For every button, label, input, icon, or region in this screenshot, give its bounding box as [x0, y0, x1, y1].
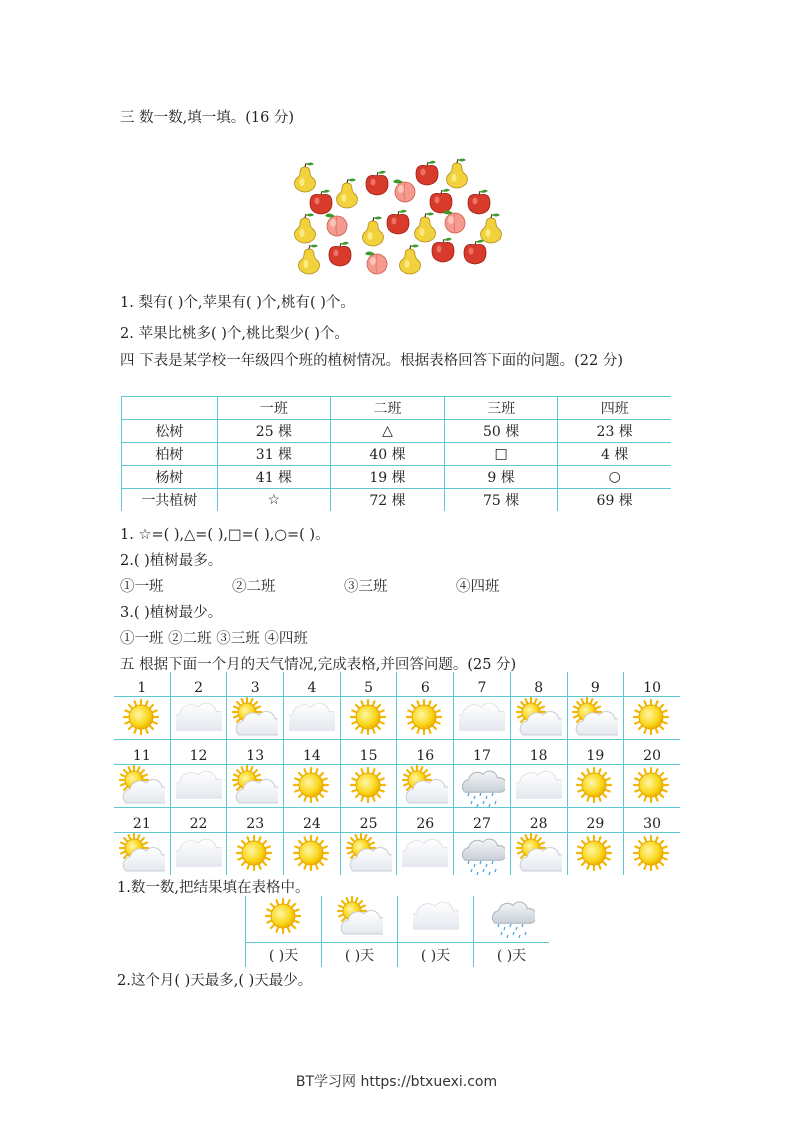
table-cell: 4 棵	[558, 443, 671, 466]
weather-cell	[397, 697, 454, 740]
table-cell: 19 棵	[331, 466, 445, 489]
pear-icon	[447, 159, 468, 189]
sunny-icon	[346, 765, 392, 807]
apple-icon	[416, 161, 438, 185]
summary-icon-cell	[474, 896, 550, 943]
apple-icon	[464, 240, 486, 264]
table-cell: 41 棵	[217, 466, 331, 489]
pear-icon	[400, 245, 421, 275]
section5-question-1: 1.数一数,把结果填在表格中。	[117, 880, 310, 896]
weather-cell	[340, 833, 397, 876]
day-number: 14	[284, 740, 341, 765]
day-number: 12	[170, 740, 227, 765]
pear-icon	[363, 217, 384, 247]
weather-calendar	[114, 672, 680, 875]
partly-sunny-icon	[337, 896, 383, 938]
pear-icon	[295, 214, 316, 244]
apple-icon	[432, 238, 454, 262]
cloudy-icon	[413, 896, 459, 938]
cloudy-icon	[516, 765, 562, 807]
summary-icon-cell	[322, 896, 398, 943]
weather-cell	[284, 833, 341, 876]
day-number: 19	[567, 740, 624, 765]
table-cell: ○	[558, 466, 671, 489]
table-cell: 柏树	[122, 443, 218, 466]
day-number: 3	[227, 672, 284, 697]
weather-cell	[227, 697, 284, 740]
day-number: 22	[170, 808, 227, 833]
day-number: 27	[454, 808, 511, 833]
weather-cell	[284, 765, 341, 808]
sunny-icon	[629, 833, 675, 875]
weather-cell	[114, 765, 170, 808]
summary-icon-cell	[246, 896, 322, 943]
day-number: 26	[397, 808, 454, 833]
partly-sunny-icon	[346, 833, 392, 875]
table-cell: □	[444, 443, 558, 466]
pear-icon	[337, 179, 358, 209]
weather-cell	[114, 697, 170, 740]
day-number: 24	[284, 808, 341, 833]
tree-planting-table	[121, 396, 671, 511]
table-row	[122, 420, 672, 443]
table-header-row	[122, 397, 672, 420]
weather-cell	[510, 765, 567, 808]
weather-cell	[170, 833, 227, 876]
option-4: ④四班	[456, 579, 500, 595]
partly-sunny-icon	[232, 765, 278, 807]
table-row	[122, 489, 672, 512]
pear-icon	[415, 213, 436, 243]
table-cell: 9 棵	[444, 466, 558, 489]
day-number: 9	[567, 672, 624, 697]
partly-sunny-icon	[516, 697, 562, 739]
weather-cell	[227, 765, 284, 808]
sunny-icon	[572, 765, 618, 807]
section4-question-3: 3.( )植树最少。	[120, 605, 223, 621]
day-number: 1	[137, 680, 147, 696]
weather-icon-row	[114, 697, 680, 740]
section3-title: 三 数一数,填一填。(16 分)	[120, 110, 295, 126]
pear-icon	[299, 245, 320, 275]
sunny-icon	[289, 765, 335, 807]
weather-cell	[397, 833, 454, 876]
rainy-icon	[489, 896, 535, 938]
weather-icon-row	[114, 765, 680, 808]
day-number: 18	[510, 740, 567, 765]
weather-cell	[567, 833, 624, 876]
day-number-row	[114, 672, 680, 697]
day-number: 28	[510, 808, 567, 833]
cloudy-icon	[402, 833, 448, 875]
summary-icon-cell	[398, 896, 474, 943]
table-cell: 69 棵	[558, 489, 671, 512]
day-number: 5	[340, 672, 397, 697]
partly-sunny-icon	[402, 765, 448, 807]
day-number: 17	[454, 740, 511, 765]
weather-cell	[510, 833, 567, 876]
summary-count-blank: ( )天	[398, 943, 474, 968]
weather-cell	[624, 833, 680, 876]
table-header-cell: 二班	[331, 397, 445, 420]
pear-icon	[295, 163, 316, 193]
peach-icon	[325, 214, 347, 237]
sunny-icon	[629, 697, 675, 739]
sunny-icon	[261, 896, 307, 938]
section4-question-3-options: ①一班 ②二班 ③三班 ④四班	[120, 631, 308, 647]
table-cell: ☆	[217, 489, 331, 512]
table-cell: 一共植树	[122, 489, 218, 512]
apple-icon	[310, 190, 332, 214]
weather-cell	[567, 765, 624, 808]
weather-cell	[114, 833, 170, 876]
fruit-illustration	[285, 156, 505, 278]
table-header-cell	[122, 397, 218, 420]
peach-icon	[443, 211, 465, 234]
day-number: 23	[227, 808, 284, 833]
weather-icon-row	[114, 833, 680, 876]
weather-cell	[340, 765, 397, 808]
day-number: 29	[567, 808, 624, 833]
sunny-icon	[346, 697, 392, 739]
table-header-cell: 四班	[558, 397, 671, 420]
option-2: ②二班	[232, 579, 276, 595]
weather-cell	[170, 697, 227, 740]
weather-cell	[624, 765, 680, 808]
day-number: 30	[624, 808, 680, 833]
weather-cell	[284, 697, 341, 740]
option-3: ③三班	[344, 579, 388, 595]
cloudy-icon	[176, 765, 222, 807]
day-number: 7	[454, 672, 511, 697]
rainy-icon	[459, 765, 505, 807]
section3-question-1: 1. 梨有( )个,苹果有( )个,桃有( )个。	[120, 295, 355, 311]
apple-icon	[366, 171, 388, 195]
day-number: 2	[170, 672, 227, 697]
day-number: 25	[340, 808, 397, 833]
apple-icon	[329, 242, 351, 266]
summary-count-blank: ( )天	[474, 943, 550, 968]
cloudy-icon	[176, 833, 222, 875]
weather-cell	[170, 765, 227, 808]
table-cell: 50 棵	[444, 420, 558, 443]
table-cell: △	[331, 420, 445, 443]
summary-count-blank: ( )天	[246, 943, 322, 968]
day-number: 4	[284, 672, 341, 697]
section5-title: 五 根据下面一个月的天气情况,完成表格,并回答问题。(25 分)	[120, 657, 517, 673]
table-row	[122, 466, 672, 489]
section4-question-1: 1. ☆=( ),△=( ),□=( ),○=( )。	[120, 527, 330, 543]
apple-icon	[387, 210, 409, 234]
footer: BT学习网 https://btxuexi.com	[295, 1074, 498, 1090]
partly-sunny-icon	[516, 833, 562, 875]
partly-sunny-icon	[119, 833, 165, 875]
sunny-icon	[629, 765, 675, 807]
day-number: 8	[510, 672, 567, 697]
weather-cell	[567, 697, 624, 740]
summary-count-blank: ( )天	[322, 943, 398, 968]
cloudy-icon	[459, 697, 505, 739]
weather-summary-table	[245, 896, 549, 967]
sunny-icon	[402, 697, 448, 739]
sunny-icon	[572, 833, 618, 875]
section3-question-2: 2. 苹果比桃多( )个,桃比梨少( )个。	[120, 326, 349, 342]
partly-sunny-icon	[119, 765, 165, 807]
weather-cell	[340, 697, 397, 740]
section4-title: 四 下表是某学校一年级四个班的植树情况。根据表格回答下面的问题。(22 分)	[120, 353, 623, 369]
table-cell: 23 棵	[558, 420, 671, 443]
day-number: 10	[624, 672, 680, 697]
table-cell: 31 棵	[217, 443, 331, 466]
sunny-icon	[289, 833, 335, 875]
table-row	[122, 443, 672, 466]
day-number-row	[114, 740, 680, 765]
fruit-group	[285, 156, 505, 278]
sunny-icon	[119, 697, 165, 739]
table-cell: 25 棵	[217, 420, 331, 443]
section4-question-2: 2.( )植树最多。	[120, 553, 223, 569]
pear-icon	[481, 214, 502, 244]
cloudy-icon	[289, 697, 335, 739]
section4-question-2-options	[120, 575, 500, 596]
weather-cell	[454, 765, 511, 808]
weather-cell	[227, 833, 284, 876]
option-1: ①一班	[120, 579, 164, 595]
weather-cell	[510, 697, 567, 740]
day-number: 6	[397, 672, 454, 697]
day-number: 20	[624, 740, 680, 765]
rainy-icon	[459, 833, 505, 875]
day-number: 16	[397, 740, 454, 765]
sunny-icon	[232, 833, 278, 875]
partly-sunny-icon	[572, 697, 618, 739]
day-number: 11	[132, 748, 151, 764]
table-header-cell: 一班	[217, 397, 331, 420]
table-cell: 松树	[122, 420, 218, 443]
weather-cell	[397, 765, 454, 808]
peach-icon	[393, 180, 415, 203]
table-cell: 72 棵	[331, 489, 445, 512]
partly-sunny-icon	[232, 697, 278, 739]
cloudy-icon	[176, 697, 222, 739]
table-cell: 40 棵	[331, 443, 445, 466]
table-cell: 杨树	[122, 466, 218, 489]
weather-cell	[454, 833, 511, 876]
weather-cell	[454, 697, 511, 740]
section5-question-2: 2.这个月( )天最多,( )天最少。	[117, 973, 313, 989]
table-cell: 75 棵	[444, 489, 558, 512]
peach-icon	[365, 252, 387, 275]
apple-icon	[468, 190, 490, 214]
weather-cell	[624, 697, 680, 740]
day-number: 15	[340, 740, 397, 765]
day-number-row	[114, 808, 680, 833]
day-number: 21	[132, 816, 151, 832]
table-header-cell: 三班	[444, 397, 558, 420]
apple-icon	[430, 189, 452, 213]
day-number: 13	[227, 740, 284, 765]
